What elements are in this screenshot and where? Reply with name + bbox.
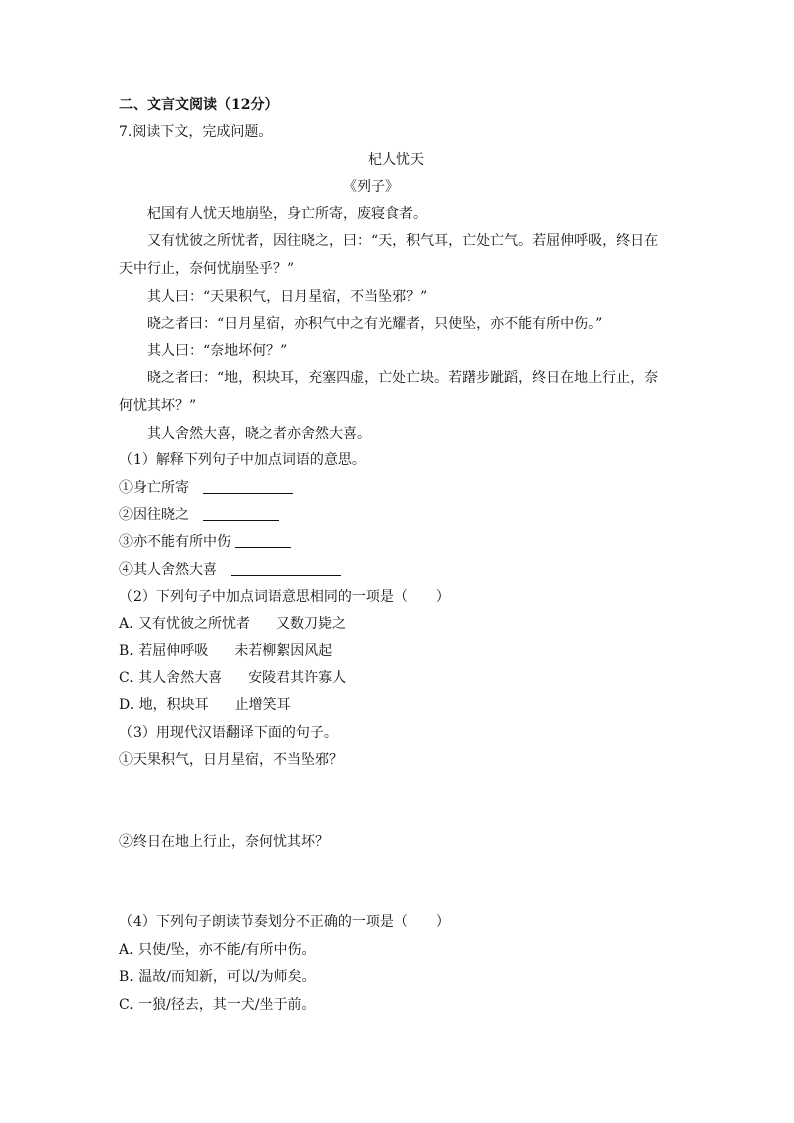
passage-paragraph: 晓之者曰：“日月星宿，亦积气中之有光耀者，只使坠，亦不能有所中伤。”: [147, 316, 603, 332]
q4-option[interactable]: A. 只使/坠，亦不能/有所中伤。: [119, 942, 316, 958]
q4-option[interactable]: B. 温故/而知新，可以/为师矣。: [119, 969, 316, 985]
q3-stem: （3）用现代汉语翻译下面的句子。: [119, 725, 338, 741]
passage-paragraph-continued: 天中行止，奈何忧崩坠乎？”: [119, 261, 295, 277]
q1-item: [119, 478, 293, 498]
q2-option[interactable]: [119, 668, 346, 688]
q1-item-text: ②因往晓之: [119, 507, 189, 523]
q2-option-sentence-b: 又数刀毙之: [276, 616, 347, 632]
passage-title: 杞人忧天: [368, 152, 424, 168]
q1-item-text: ④其人舍然大喜: [119, 562, 217, 578]
q2-option-sentence-a: D. 地，积块耳: [119, 697, 209, 713]
answer-blank[interactable]: [203, 479, 293, 494]
section-title: 二、文言文阅读（12分）: [119, 97, 279, 113]
q4-option[interactable]: C. 一狼/径去，其一犬/坐于前。: [119, 997, 316, 1013]
passage-paragraph: 其人舍然大喜，晓之者亦舍然大喜。: [147, 426, 371, 442]
q2-option-sentence-b: 未若柳絮因风起: [234, 643, 333, 659]
passage-paragraph: 其人曰：“天果积气，日月星宿，不当坠邪？”: [147, 289, 428, 305]
passage-paragraph: 晓之者曰：“地，积块耳，充塞四虚，亡处亡块。若躇步跐蹈，终日在地上行止，奈: [147, 370, 659, 386]
q2-option-sentence-b: 安陵君其许寡人: [248, 670, 347, 686]
passage-paragraph: 又有忧彼之所忧者，因往晓之，曰：“天，积气耳，亡处亡气。若屈伸呼吸，终日在: [147, 233, 659, 249]
answer-blank[interactable]: [203, 506, 279, 521]
q4-stem: （4）下列句子朗读节奏划分不正确的一项是（ ）: [119, 914, 450, 930]
q1-item: [119, 532, 291, 552]
q1-stem: （1）解释下列句子中加点词语的意思。: [119, 452, 366, 468]
passage-paragraph: 杞国有人忧天地崩坠，身亡所寄，废寝食者。: [147, 206, 427, 222]
question-stem: 7.阅读下文，完成问题。: [119, 124, 273, 140]
q1-item: [119, 505, 279, 525]
q2-option-sentence-b: 止增笑耳: [234, 697, 291, 713]
q3-item: ②终日在地上行止，奈何忧其坏？: [119, 834, 329, 850]
passage-paragraph-continued: 何忧其坏？”: [119, 398, 197, 414]
q2-option-sentence-a: B. 若屈伸呼吸: [119, 643, 209, 659]
answer-blank[interactable]: [231, 561, 341, 576]
passage-paragraph: 其人曰：“奈地坏何？”: [147, 343, 288, 359]
q2-option[interactable]: [119, 695, 291, 715]
answer-blank[interactable]: [235, 533, 291, 548]
q2-option-sentence-a: A. 又有忧彼之所忧者: [119, 616, 251, 632]
q1-item-text: ③亦不能有所中伤: [119, 534, 231, 550]
q1-item: [119, 560, 341, 580]
q2-option[interactable]: [119, 614, 346, 634]
passage-source: 《列子》: [343, 179, 399, 195]
q1-item-text: ①身亡所寄: [119, 480, 189, 496]
q2-option[interactable]: [119, 641, 332, 661]
q2-option-sentence-a: C. 其人舍然大喜: [119, 670, 223, 686]
q3-item: ①天果积气，日月星宿，不当坠邪？: [119, 752, 343, 768]
q2-stem: （2）下列句子中加点词语意思相同的一项是（ ）: [119, 589, 450, 605]
